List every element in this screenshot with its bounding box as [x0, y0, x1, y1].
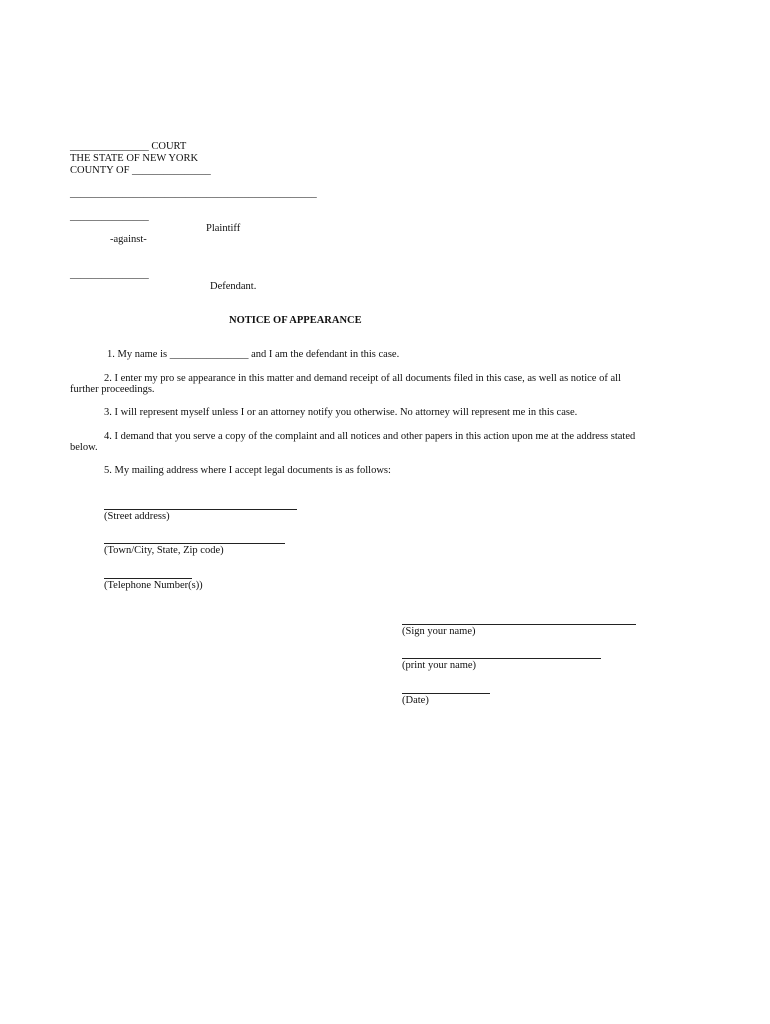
- print-name-label: (print your name): [402, 660, 477, 671]
- county-line: COUNTY OF _______________: [70, 165, 211, 176]
- print-name-line: [402, 658, 601, 659]
- town-label: (Town/City, State, Zip code): [104, 545, 224, 556]
- paragraph-1: 1. My name is _______________ and I am the defendant in this case.: [107, 349, 400, 360]
- paragraph-5: 5. My mailing address where I accept legal documents is as follows:: [104, 465, 391, 476]
- paragraph-4-line-2: below.: [70, 442, 98, 453]
- court-line: _______________ COURT: [70, 141, 187, 152]
- state-line: THE STATE OF NEW YORK: [70, 153, 199, 164]
- document-title: NOTICE OF APPEARANCE: [229, 315, 362, 326]
- phone-label: (Telephone Number(s)): [104, 580, 203, 591]
- defendant-label: Defendant.: [210, 281, 257, 292]
- defendant-blank: _______________: [70, 269, 149, 280]
- date-label: (Date): [402, 695, 429, 706]
- phone-line: [104, 578, 192, 579]
- street-address-label: (Street address): [104, 511, 170, 522]
- sign-label: (Sign your name): [402, 626, 476, 637]
- plaintiff-label: Plaintiff: [206, 223, 241, 234]
- paragraph-2-line-2: further proceedings.: [70, 384, 155, 395]
- street-address-line: [104, 509, 297, 510]
- date-line: [402, 693, 490, 694]
- sign-line: [402, 624, 636, 625]
- paragraph-2-line-1: 2. I enter my pro se appearance in this matter and demand receipt of all documents filed in this case, as well as notice of all: [104, 373, 621, 384]
- paragraph-4-line-1: 4. I demand that you serve a copy of the complaint and all notices and other papers in this action upon me at the address stated: [104, 431, 636, 442]
- plaintiff-blank: _______________: [70, 211, 149, 222]
- caption-rule: _______________________________________________: [70, 188, 317, 199]
- paragraph-3: 3. I will represent myself unless I or an attorney notify you otherwise. No attorney will represent me in this case.: [104, 407, 578, 418]
- town-line: [104, 543, 285, 544]
- against-label: -against-: [110, 234, 147, 245]
